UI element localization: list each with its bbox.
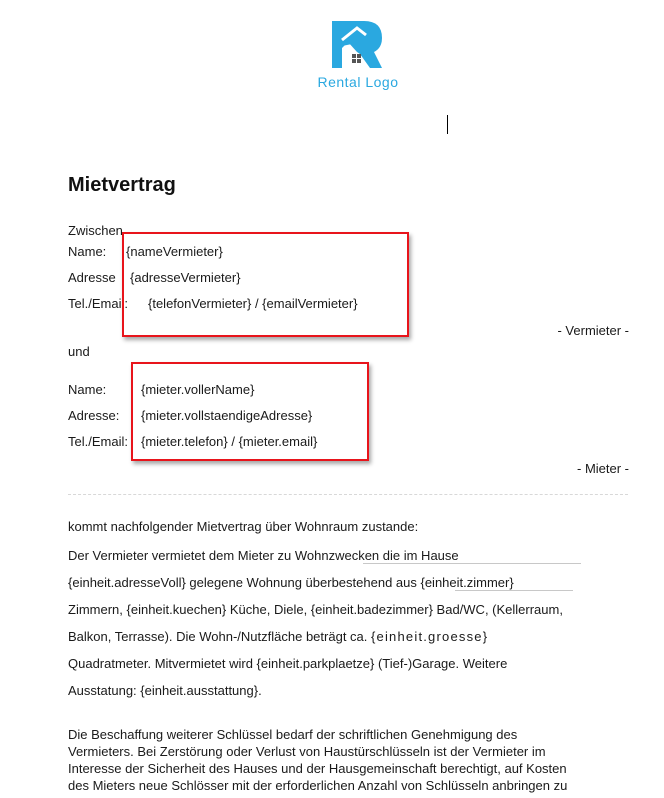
input-underline	[363, 563, 581, 564]
landlord-name-label: Name:	[68, 244, 107, 259]
size-placeholder: {einheit.groesse}	[371, 629, 489, 644]
tenant-role-label: - Mieter -	[577, 461, 629, 476]
para2-line1: Die Beschaffung weiterer Schlüssel bedarf der schriftlichen Genehmigung des	[68, 727, 518, 742]
landlord-name-field[interactable]: {nameVermieter}	[126, 244, 223, 259]
para2-line2: Vermieters. Bei Zerstörung oder Verlust von Haustürschlüsseln ist der Vermieter im	[68, 744, 546, 759]
tenant-highlight-box	[131, 362, 369, 461]
tenant-name-label: Name:	[68, 382, 107, 397]
intro-text: kommt nachfolgender Mietvertrag über Wohnraum zustande:	[68, 519, 419, 534]
input-underline	[455, 590, 573, 591]
landlord-contact-field[interactable]: {telefonVermieter} / {emailVermieter}	[148, 296, 358, 311]
logo-r-house-icon	[302, 18, 412, 74]
para1-line4	[68, 629, 488, 644]
para1-line2: {einheit.adresseVoll} gelegene Wohnung überbestehend aus {einheit.zimmer}	[68, 575, 514, 590]
para1-line1: Der Vermieter vermietet dem Mieter zu Wohnzwecken die im Hause	[68, 548, 459, 563]
para2-line3: Interesse der Sicherheit des Hauses und der Hausgemeinschaft berechtigt, auf Kosten	[68, 761, 567, 776]
para1-line4-text: Balkon, Terrasse). Die Wohn-/Nutzfläche beträgt ca.	[68, 629, 371, 644]
para1-line5: Quadratmeter. Mitvermietet wird {einheit.parkplaetze} (Tief-)Garage. Weitere	[68, 656, 508, 671]
tenant-address-label: Adresse:	[68, 408, 120, 423]
text-cursor	[447, 115, 448, 134]
section-divider	[68, 494, 628, 495]
para2-line4: des Mieters neue Schlösser mit der erforderlichen Anzahl von Schlüsseln anbringen zu	[68, 778, 568, 793]
tenant-address-field[interactable]: {mieter.vollstaendigeAdresse}	[141, 408, 313, 423]
landlord-role-label: - Vermieter -	[557, 323, 629, 338]
logo-text: Rental Logo	[317, 74, 399, 90]
landlord-address-field[interactable]: {adresseVermieter}	[130, 270, 241, 285]
tenant-contact-label: Tel./Email:	[68, 434, 128, 449]
tenant-contact-field[interactable]: {mieter.telefon} / {mieter.email}	[141, 434, 318, 449]
landlord-contact-label: Tel./Email:	[68, 296, 128, 311]
between-label: Zwischen	[68, 223, 123, 238]
rental-logo	[302, 18, 412, 98]
landlord-address-label: Adresse	[68, 270, 116, 285]
document-title: Mietvertrag	[68, 174, 176, 196]
para1-line3: Zimmern, {einheit.kuechen} Küche, Diele, {einheit.badezimmer} Bad/WC, (Kellerraum,	[68, 602, 563, 617]
and-label: und	[68, 344, 90, 359]
tenant-name-field[interactable]: {mieter.vollerName}	[141, 382, 255, 397]
landlord-highlight-box	[122, 232, 409, 337]
para1-line6: Ausstatung: {einheit.ausstattung}.	[68, 683, 262, 698]
